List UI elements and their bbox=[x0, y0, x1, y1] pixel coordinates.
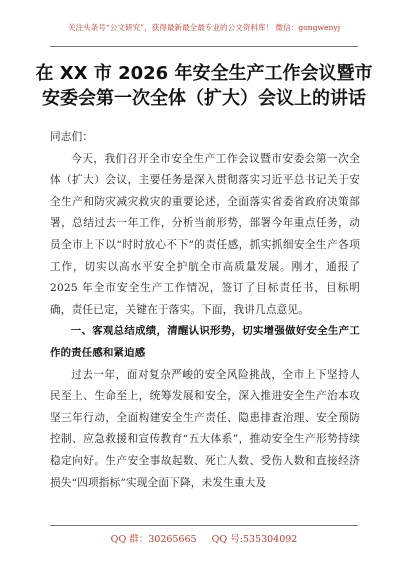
watermark-footer bbox=[0, 531, 408, 545]
document-body bbox=[50, 125, 360, 494]
footer-qq-group: QQ 群：30265665 bbox=[110, 534, 197, 545]
watermark-header: 关注头条号“公文研究”，获得最新最全最专业的公文资料库！ 微信：gongwenyj bbox=[67, 23, 341, 32]
document-title bbox=[0, 61, 408, 111]
footer-qq-number: QQ 号:535304092 bbox=[211, 534, 298, 545]
greeting: 同志们： bbox=[50, 131, 94, 143]
title-line-2: 安委会第一次全体（扩大）会议上的讲话 bbox=[42, 88, 366, 109]
title-line-1: 在 XX 市 2026 年安全生产工作会议暨市 bbox=[35, 63, 373, 84]
paragraph-intro: 今天，我们召开全市安全生产工作会议暨市安委会第一次全体（扩大）会议，主要任务是深入贯彻落实习近平总书记关于安全生产和防灾减灾救灾的重要论述，全面落实省委省政府决策部署，总结过去一年工作，分析当前形势，部署今年重点任务，动员全市上下以“时时放心不下”的责任感，抓实抓细安全生产各项工作，切实以高水平安全护航全市高质量发展。刚才，通报了 2025 年全市安全生产工作情况，签订了目标责任书，目标明确，责任已定，关键在于落实。下面，我讲几点意见。 bbox=[50, 152, 360, 316]
paragraph-review: 过去一年，面对复杂严峻的安全风险挑战，全市上下坚持人民至上、生命至上，统筹发展和安全，深入推进安全生产治本攻坚三年行动，全面构建安全生产责任、隐患排查治理、安全预防控制、应急救援和宣传教育“五大体系”，推动安全生产形势持续稳定向好。生产安全事故起数、死亡人数、受伤人数和直接经济损失“四项指标”实现全面下降，未发生重大及 bbox=[50, 368, 360, 489]
footer-divider bbox=[50, 525, 358, 526]
header-divider bbox=[50, 46, 358, 47]
section-heading-1: 一、客观总结成绩，清醒认识形势，切实增强做好安全生产工作的责任感和紧迫感 bbox=[50, 325, 360, 359]
